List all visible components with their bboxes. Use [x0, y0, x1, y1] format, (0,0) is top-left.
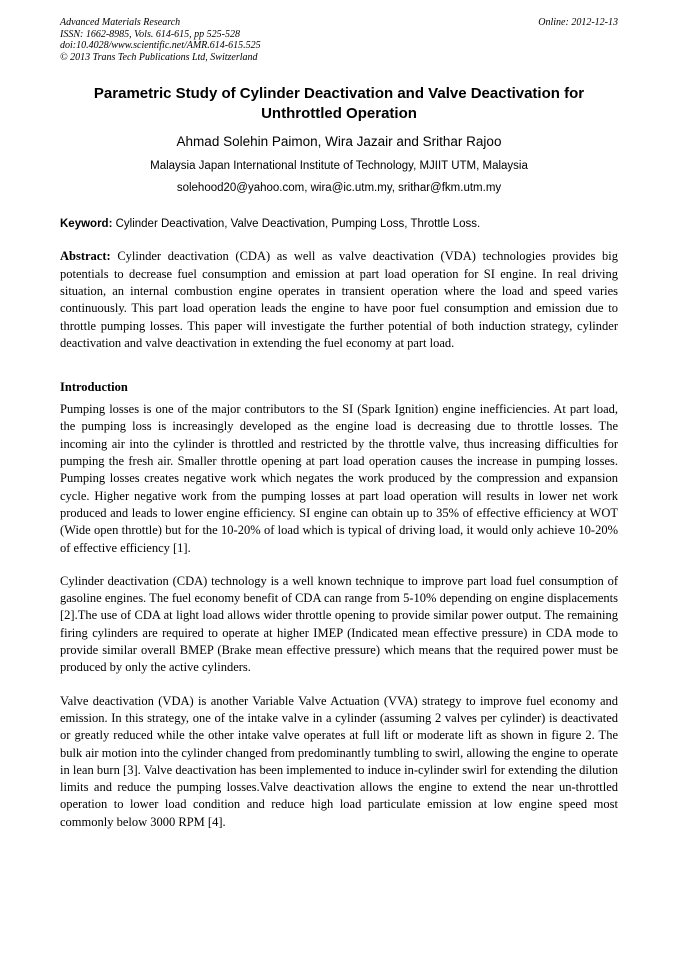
abstract-paragraph	[60, 248, 618, 352]
journal-info-block	[60, 17, 261, 63]
introduction-paragraph-2: Cylinder deactivation (CDA) technology is a well known technique to improve part load fuel consumption of gasoline engines. The fuel economy benefit of CDA can range from 5-10% depending on engine displacements [2].The use of CDA at light load allows wider throttle opening to provide similar power output. The remaining firing cylinders are required to operate at higher IMEP (Indicated mean effective pressure) in CDA mode to provide similar overall BMEP (Brake mean effective pressure) which means that the required power must be produced by only the active cylinders.	[60, 573, 618, 675]
journal-header	[60, 17, 618, 63]
keywords-line	[60, 217, 618, 232]
online-date: Online: 2012-12-13	[538, 17, 618, 28]
introduction-paragraph-1: Pumping losses is one of the major contributors to the SI (Spark Ignition) engine inefficiencies. At part load, the pumping loss is increasingly developed as the engine load is decreasing due to throttle losses. The incoming air into the cylinder is throttled and restricted by the throttle valve, thus increasing difficulties for pumping the fresh air. Smaller throttle opening at part load operation causes the increase in pumping losses. Pumping losses creates negative work which negates the work produced by the compression and expansion cycle. Higher negative work from the pumping losses at part load operation will results in lower net work produced and leads to lower engine efficiency. SI engine can obtain up to 35% of effective efficiency at WOT (Wide open throttle) but for the 10-20% of load which is typical of driving load, it would only achieve 10-20% of effective efficiency [1].	[60, 402, 618, 555]
journal-name: Advanced Materials Research	[60, 17, 181, 28]
doi-line: doi:10.4028/www.scientific.net/AMR.614-615.525	[60, 40, 261, 52]
keywords-text: Cylinder Deactivation, Valve Deactivation, Pumping Loss, Throttle Loss.	[112, 218, 481, 231]
affiliation-line: Malaysia Japan International Institute of Technology, MJIIT UTM, Malaysia	[150, 160, 528, 173]
abstract-label: Abstract:	[60, 249, 111, 264]
authors-line: Ahmad Solehin Paimon, Wira Jazair and Srithar Rajoo	[176, 134, 502, 150]
keywords-label: Keyword:	[60, 218, 113, 231]
introduction-paragraph-3: Valve deactivation (VDA) is another Variable Valve Actuation (VVA) strategy to improve fuel economy and emission. In this strategy, one of the intake valve in a cylinder (assuming 2 valves per cylinder) is deactivated or greatly reduced while the other intake valve operates at full lift or moderate lift as shown in figure 2. The bulk air motion into the cylinder changed from predominantly tumbling to swirl, allowing the engine to operate in lean burn [3]. Valve deactivation has been implemented to induce in-cylinder swirl for extending the dilution limits and reduce the pumping losses.Valve deactivation allows the engine to extend the near un-throttled operation to lower load condition and reduce high load particulate emission at low engine speed most commonly below 3000 RPM [4].	[60, 693, 618, 829]
abstract-text: Cylinder deactivation (CDA) as well as valve deactivation (VDA) technologies provides big potentials to decrease fuel consumption and emission at part load operation for SI engine. In real driving situation, an internal combustion engine operates in transient operation where the load and speed varies continuously. This part load operation leads the engine to have poor fuel consumption and emission due to throttle pumping losses. This paper will investigate the further potential of both induction strategy, cylinder deactivation and valve deactivation in extending the fuel economy at part load.	[60, 249, 618, 350]
copyright-line: © 2013 Trans Tech Publications Ltd, Switzerland	[60, 51, 258, 63]
emails-line: solehood20@yahoo.com, wira@ic.utm.my, srithar@fkm.utm.my	[176, 182, 502, 195]
section-heading-introduction: Introduction	[60, 380, 128, 395]
paper-title: Parametric Study of Cylinder Deactivation and Valve Deactivation for Unthrottled Operation	[93, 85, 585, 123]
issn-line: ISSN: 1662-8985, Vols. 614-615, pp 525-528	[60, 28, 240, 40]
